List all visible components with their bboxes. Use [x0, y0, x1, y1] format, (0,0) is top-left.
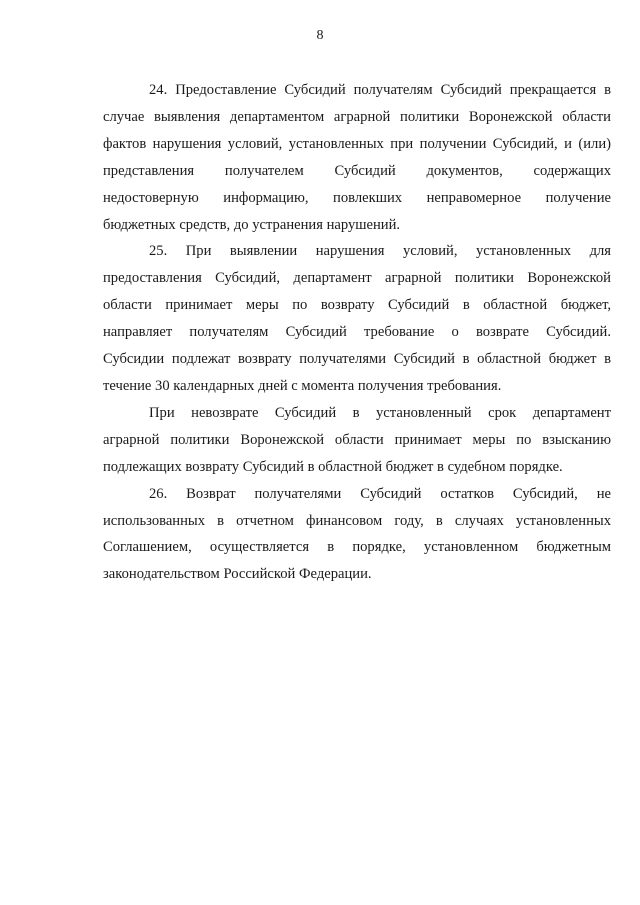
text-line: аграрной политики Воронежской области принимает меры по взысканию [103, 431, 611, 448]
document-body [103, 77, 611, 588]
text-line: Соглашением, осуществляется в порядке, установленном бюджетным [103, 539, 611, 556]
text-line: направляет получателям Субсидий требование о возврате Субсидий. [103, 324, 611, 341]
text-line: 26. Возврат получателями Субсидий остатков Субсидий, не [149, 485, 611, 502]
text-line: недостоверную информацию, повлекших неправомерное получение [103, 189, 611, 206]
paragraph-24 [103, 77, 611, 238]
paragraph-25 [103, 238, 611, 399]
paragraph-25-continuation [103, 400, 611, 481]
page-number: 8 [316, 28, 324, 43]
text-line: предоставления Субсидий, департамент аграрной политики Воронежской [103, 270, 611, 287]
text-line: использованных в отчетном финансовом году, в случаях установленных [103, 512, 611, 529]
paragraph-26 [103, 481, 611, 589]
text-line: области принимает меры по возврату Субсидий в областной бюджет, [103, 297, 611, 314]
text-line: фактов нарушения условий, установленных при получении Субсидий, и (или) [103, 135, 611, 152]
text-line: 25. При выявлении нарушения условий, установленных для [149, 243, 611, 260]
text-line: бюджетных средств, до устранения нарушений. [103, 216, 401, 233]
text-line: 24. Предоставление Субсидий получателям Субсидий прекращается в [149, 82, 611, 98]
text-line: случае выявления департаментом аграрной политики Воронежской области [103, 108, 611, 125]
text-line: течение 30 календарных дней с момента получения требования. [103, 377, 502, 394]
text-line: Субсидии подлежат возврату получателями Субсидий в областной бюджет в [103, 351, 611, 368]
text-line: законодательством Российской Федерации. [103, 566, 372, 583]
text-line: представления получателем Субсидий документов, содержащих [103, 162, 611, 179]
text-line: подлежащих возврату Субсидий в областной бюджет в судебном порядке. [103, 458, 563, 475]
text-line: При невозврате Субсидий в установленный срок департамент [149, 404, 611, 421]
